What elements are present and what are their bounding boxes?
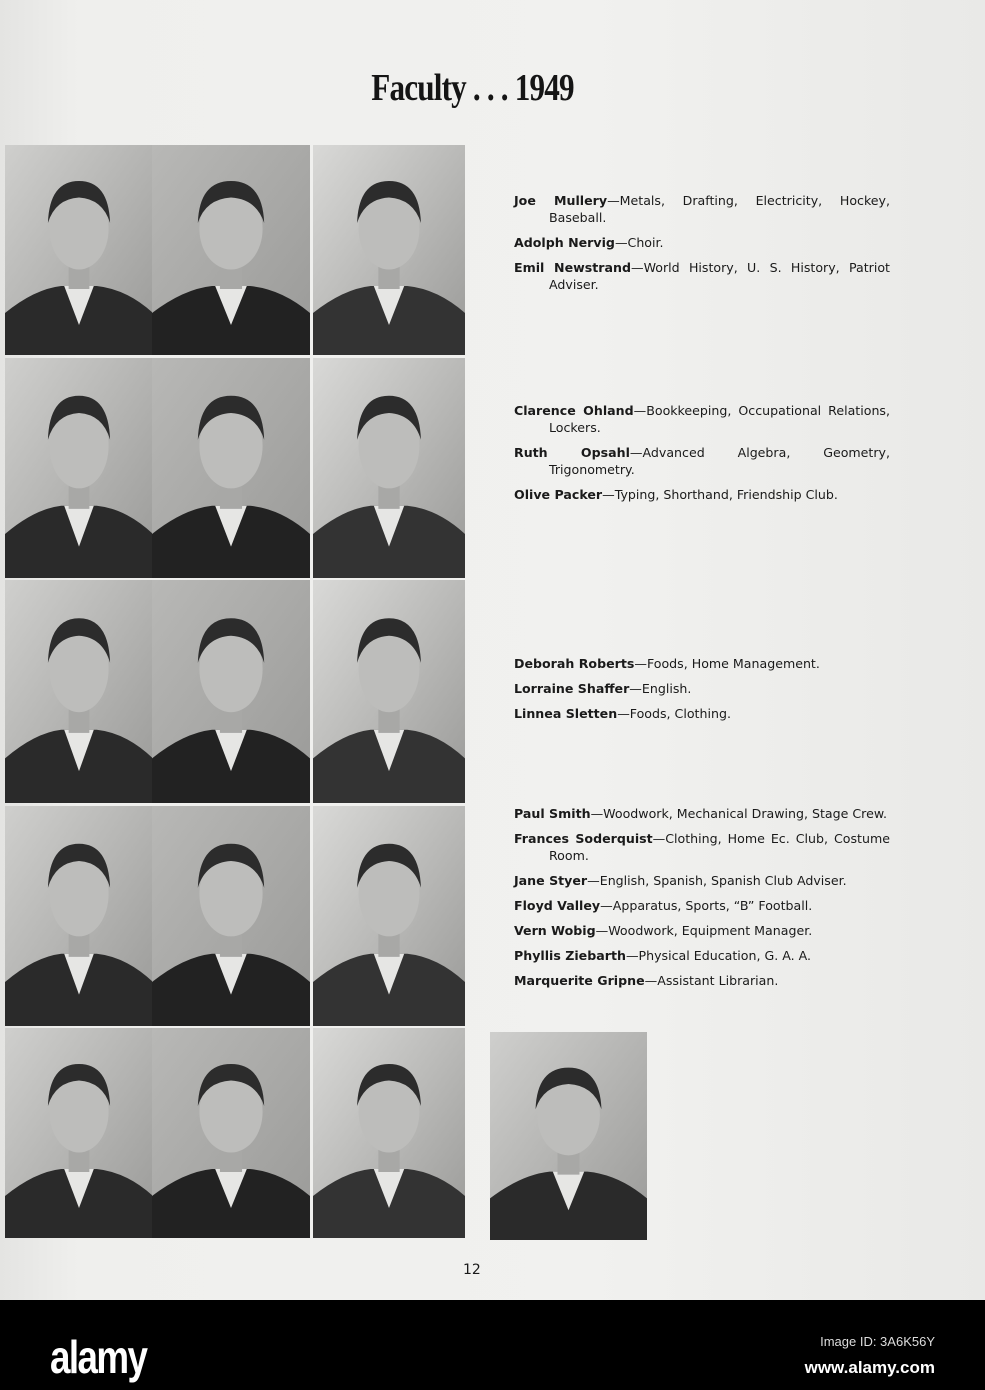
faculty-entry <box>514 897 890 914</box>
faculty-entry <box>514 192 890 226</box>
watermark-footer <box>0 1300 985 1390</box>
faculty-group <box>514 192 890 301</box>
faculty-entry <box>514 705 890 722</box>
faculty-portrait <box>5 580 153 803</box>
faculty-group <box>514 655 890 730</box>
page-title: Faculty . . . 1949 <box>371 67 574 109</box>
faculty-entry <box>514 234 890 251</box>
faculty-subjects: —English. <box>629 681 692 696</box>
page-number: 12 <box>463 1262 481 1278</box>
faculty-subjects: —Bookkeeping, Occupational Relations, Lockers. <box>549 403 890 435</box>
faculty-subjects: —Foods, Home Management. <box>634 656 820 671</box>
faculty-name: Jane Styer <box>514 873 588 888</box>
faculty-portrait <box>313 145 465 355</box>
faculty-entry <box>514 947 890 964</box>
faculty-entry <box>514 259 890 293</box>
faculty-name: Frances Soderquist <box>514 831 653 846</box>
faculty-subjects: —Typing, Shorthand, Friendship Club. <box>602 487 838 502</box>
faculty-portrait <box>5 358 153 578</box>
faculty-portrait <box>152 580 310 803</box>
faculty-name: Adolph Nervig <box>514 235 615 250</box>
faculty-portrait <box>313 580 465 803</box>
faculty-name: Deborah Roberts <box>514 656 635 671</box>
faculty-portrait <box>490 1032 647 1240</box>
faculty-portrait <box>313 806 465 1026</box>
faculty-subjects: —Woodwork, Equipment Manager. <box>595 923 813 938</box>
faculty-portrait <box>152 358 310 578</box>
faculty-entry <box>514 922 890 939</box>
faculty-subjects: —Advanced Algebra, Geometry, Trigonometry. <box>549 445 891 477</box>
faculty-group <box>514 805 890 997</box>
faculty-entry <box>514 486 890 503</box>
image-id: Image ID: 3A6K56Y <box>820 1334 935 1349</box>
faculty-entry <box>514 680 890 697</box>
faculty-portrait <box>152 806 310 1026</box>
faculty-subjects: —Woodwork, Mechanical Drawing, Stage Crew. <box>590 806 887 821</box>
faculty-subjects: —Choir. <box>614 235 664 250</box>
faculty-portrait <box>152 145 310 355</box>
faculty-entry <box>514 872 890 889</box>
faculty-portrait <box>5 145 153 355</box>
faculty-subjects: —World History, U. S. History, Patriot Adviser. <box>549 260 890 292</box>
faculty-portrait <box>5 1028 153 1238</box>
faculty-name: Paul Smith <box>514 806 591 821</box>
faculty-entry <box>514 830 890 864</box>
faculty-entry <box>514 402 890 436</box>
faculty-entry <box>514 444 890 478</box>
faculty-name: Clarence Ohland <box>514 403 634 418</box>
faculty-portrait <box>313 1028 465 1238</box>
faculty-entry <box>514 655 890 672</box>
faculty-name: Phyllis Ziebarth <box>514 948 626 963</box>
faculty-name: Joe Mullery <box>514 193 608 208</box>
faculty-name: Marquerite Gripne <box>514 973 645 988</box>
faculty-entry <box>514 972 890 989</box>
faculty-portrait <box>313 358 465 578</box>
faculty-name: Linnea Sletten <box>514 706 618 721</box>
faculty-portrait <box>152 1028 310 1238</box>
faculty-subjects: —Foods, Clothing. <box>617 706 731 721</box>
faculty-group <box>514 402 890 511</box>
faculty-portrait <box>5 806 153 1026</box>
faculty-entry <box>514 805 890 822</box>
faculty-subjects: —Assistant Librarian. <box>644 973 779 988</box>
faculty-subjects: —Apparatus, Sports, “B” Football. <box>600 898 813 913</box>
faculty-name: Lorraine Shaffer <box>514 681 630 696</box>
watermark-url: www.alamy.com <box>804 1358 935 1377</box>
faculty-name: Ruth Opsahl <box>514 445 630 460</box>
faculty-subjects: —English, Spanish, Spanish Club Adviser. <box>587 873 847 888</box>
alamy-logo: alamy <box>50 1331 147 1383</box>
faculty-subjects: —Metals, Drafting, Electricity, Hockey, Baseball. <box>549 193 891 225</box>
faculty-name: Emil Newstrand <box>514 260 631 275</box>
faculty-name: Floyd Valley <box>514 898 601 913</box>
faculty-name: Vern Wobig <box>514 923 596 938</box>
faculty-subjects: —Physical Education, G. A. A. <box>625 948 812 963</box>
faculty-name: Olive Packer <box>514 487 603 502</box>
faculty-subjects: —Clothing, Home Ec. Club, Costume Room. <box>549 831 890 863</box>
